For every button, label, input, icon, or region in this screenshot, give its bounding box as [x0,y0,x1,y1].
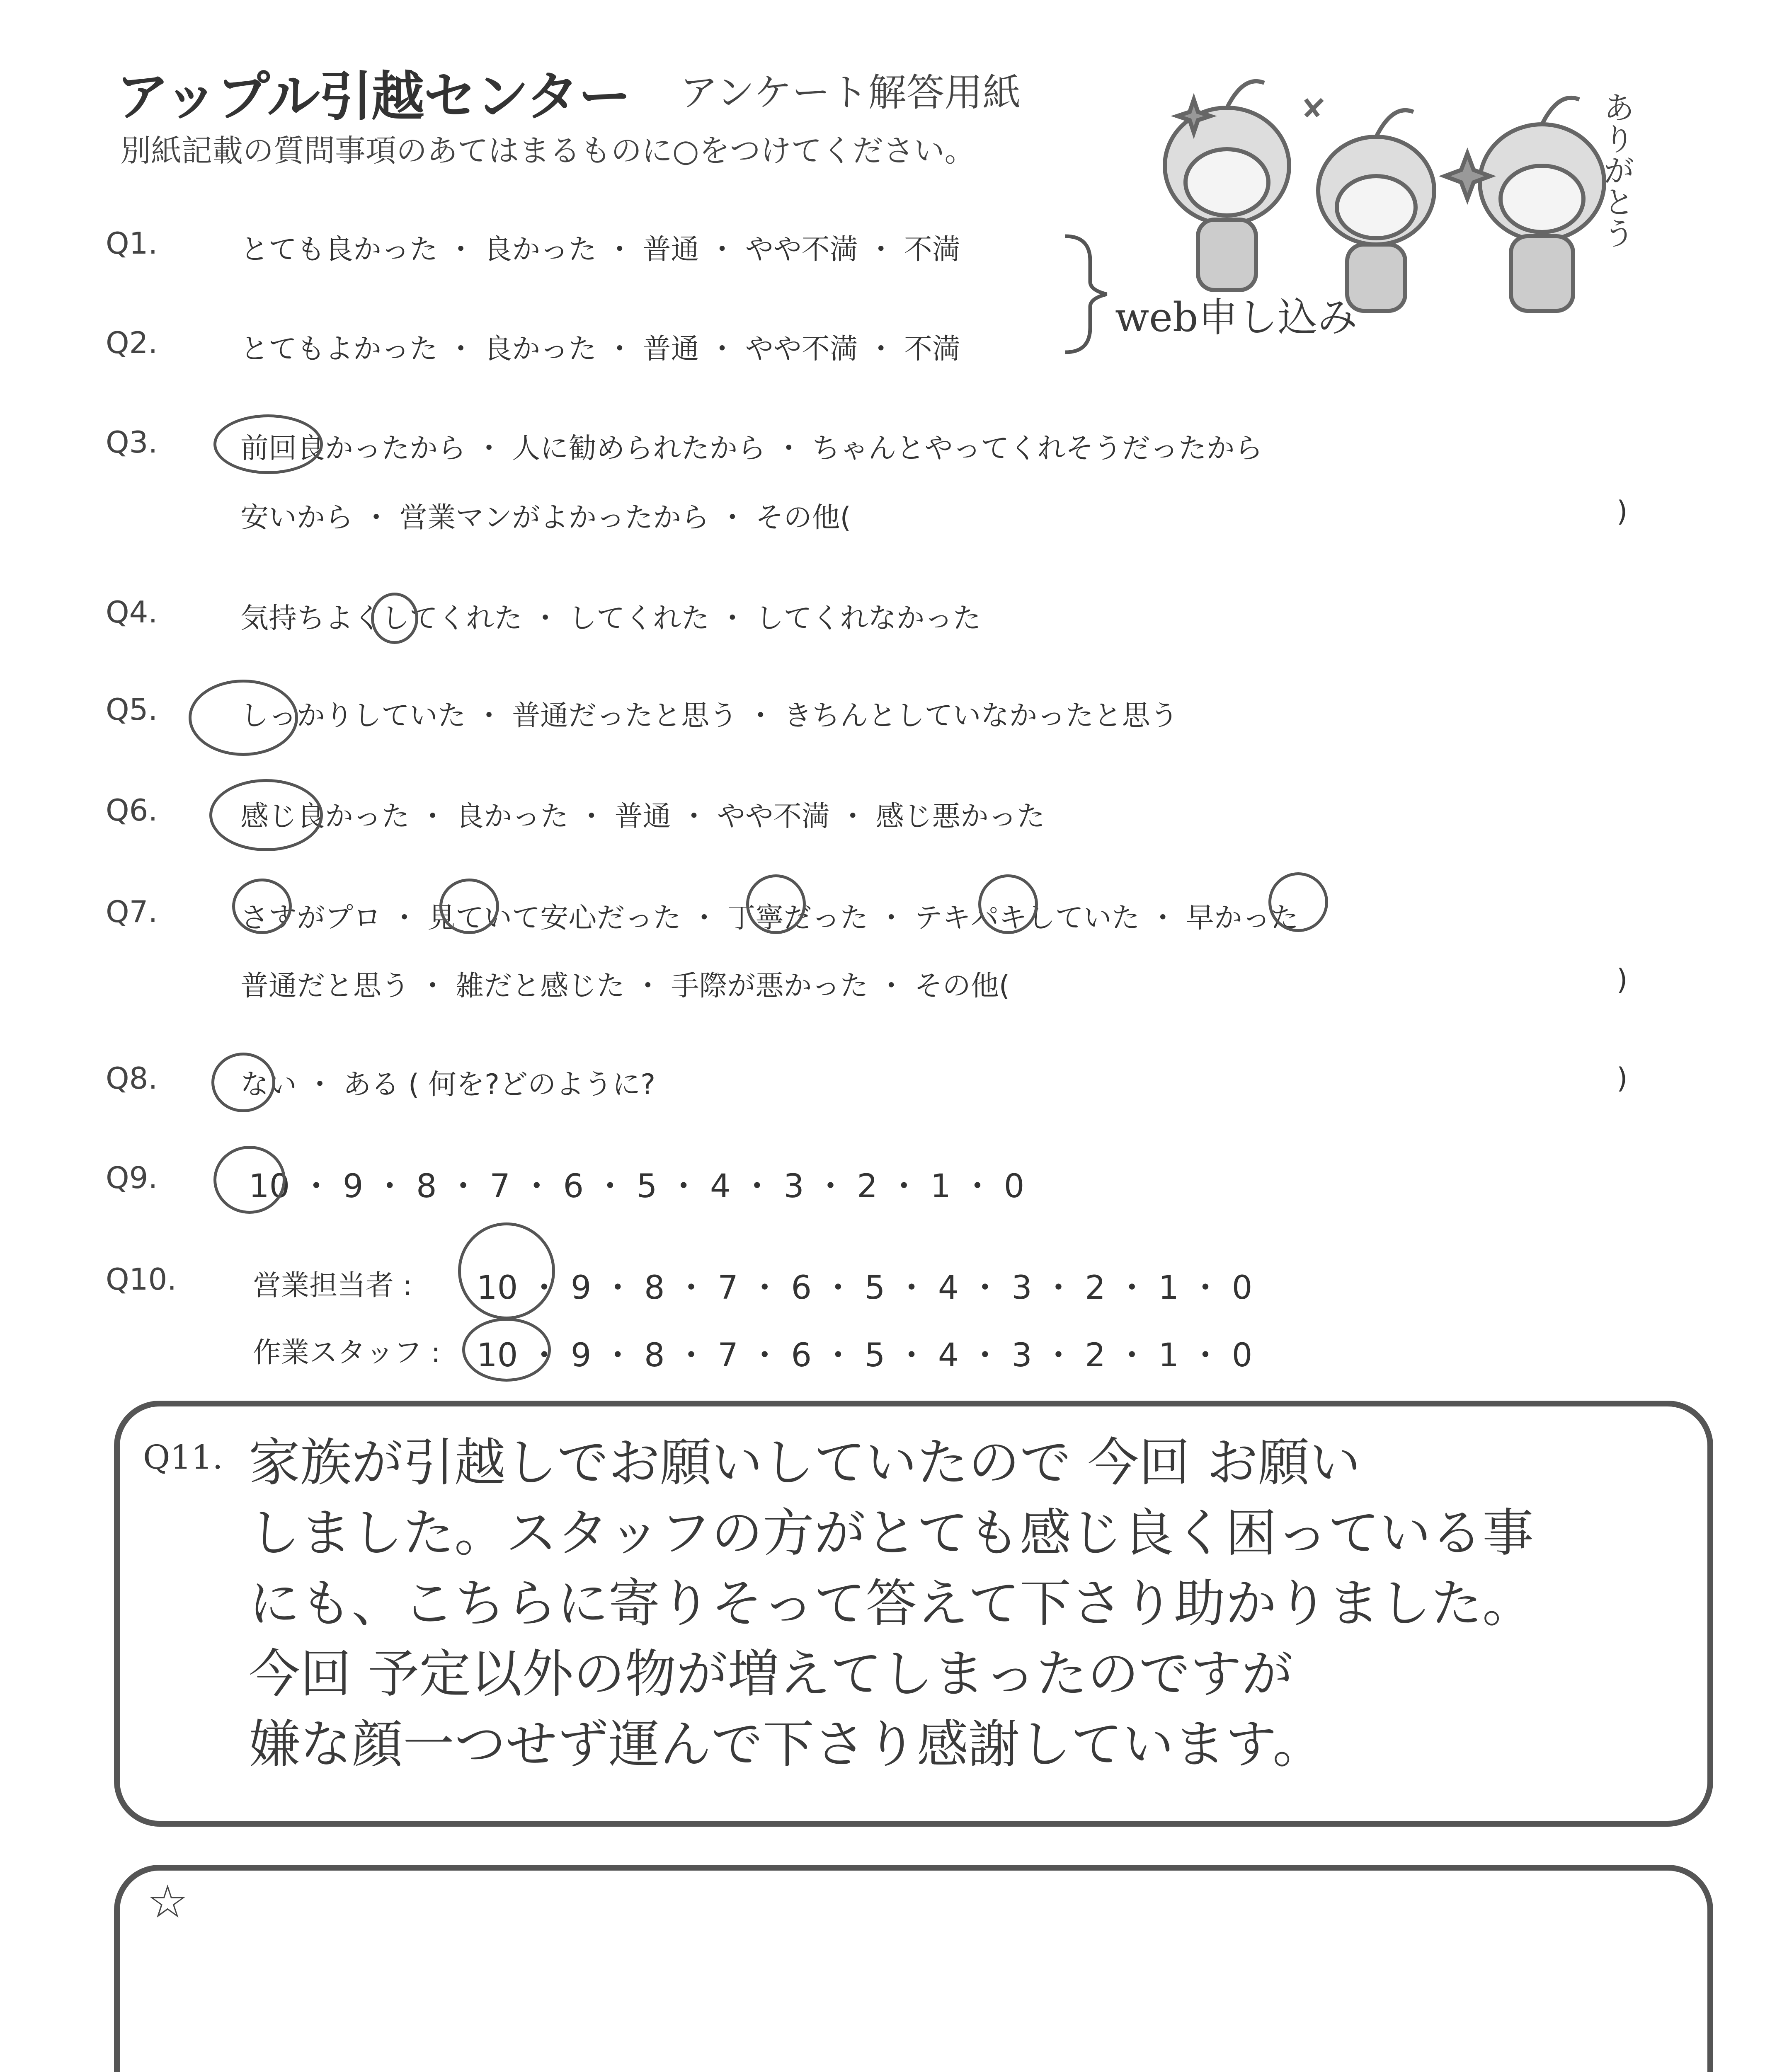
q7-answer-circle-5 [1268,872,1328,932]
q7-answer-circle-4 [978,874,1038,934]
q9-scale: 10 ・ 9 ・ 8 ・ 7 ・ 6 ・ 5 ・ 4 ・ 3 ・ 2 ・ 1 ・ 0 [249,1168,1025,1205]
thank-you-text: ありがとう [1598,91,1635,249]
q1q2-handwritten-note: web申し込み [1115,294,1358,341]
q3-number: Q3. [106,425,158,460]
q7-answer-circle-1 [232,879,292,934]
q11-comment-line4: 今回 予定以外の物が増えてしまったのですが [249,1644,1293,1704]
q11-comment-line2: しました。スタッフの方がとても感じ良く困っている事 [249,1503,1534,1563]
q11-comment-line5: 嫌な顔一つせず運んで下さり感謝しています。 [249,1715,1324,1774]
q7-close-paren: ) [1617,963,1628,996]
q3-answer-circle [213,414,323,474]
q5-options: しっかりしていた ・ 普通だったと思う ・ きちんとしていなかったと思う [240,700,1178,732]
q6-number: Q6. [106,793,158,828]
q1-number: Q1. [106,226,158,261]
q7-number: Q7. [106,894,158,929]
form-title: アップル引越センター [116,66,630,128]
q2-number: Q2. [106,325,158,360]
q6-options: 感じ良かった ・ 良かった ・ 普通 ・ やや不満 ・ 感じ悪かった [240,800,1045,833]
q10-staff-scale: 10 ・ 9 ・ 8 ・ 7 ・ 6 ・ 5 ・ 4 ・ 3 ・ 2 ・ 1 ・ 0 [477,1337,1253,1374]
star-icon: ☆ [147,1875,188,1928]
q4-options: 気持ちよくしてくれた ・ してくれた ・ してくれなかった [240,602,981,635]
q1-options: とても良かった ・ 良かった ・ 普通 ・ やや不満 ・ 不満 [240,233,960,266]
q10-staff-answer-circle [462,1318,551,1382]
monkey-right-icon [1480,98,1604,311]
q11-label: Q11. [143,1438,223,1477]
q10-number: Q10. [106,1262,177,1297]
q7-answer-circle-3 [746,874,806,934]
q10-sales-scale: 10 ・ 9 ・ 8 ・ 7 ・ 6 ・ 5 ・ 4 ・ 3 ・ 2 ・ 1 ・ 0 [477,1269,1253,1307]
q10-staff-label: 作業スタッフ : [253,1336,441,1369]
q5-number: Q5. [106,692,158,727]
q7-options-line1: さすがプロ ・ 見ていて安心だった ・ 丁寧だった ・ テキパキしていた ・ 早かった [240,902,1299,934]
bracket-icon [1061,232,1111,356]
q7-answer-circle-2 [439,879,499,934]
q10-sales-answer-circle [458,1222,555,1319]
instruction-text: 別紙記載の質問事項のあてはまるものに○をつけてください。 [120,133,975,169]
q2-options: とてもよかった ・ 良かった ・ 普通 ・ やや不満 ・ 不満 [240,333,960,366]
q11-comment-line3: にも、こちらに寄りそって答えて下さり助かりました。 [249,1574,1534,1634]
q4-number: Q4. [106,595,158,629]
q4-answer-circle [371,593,418,644]
q10-sales-label: 営業担当者 : [253,1269,412,1302]
q9-answer-circle [213,1146,286,1214]
monkey-center-icon [1318,110,1434,311]
q8-answer-circle [211,1053,275,1112]
q8-number: Q8. [106,1061,158,1096]
q9-number: Q9. [106,1160,158,1195]
q7-options-line2: 普通だと思う ・ 雑だと感じた ・ 手際が悪かった ・ その他( [240,970,1010,1002]
q6-answer-circle [209,779,323,851]
q3-options-line2: 安いから ・ 営業マンがよかったから ・ その他( [240,501,851,534]
q3-options-line1: 前回良かったから ・ 人に勧められたから ・ ちゃんとやってくれそうだったから [240,432,1263,465]
q8-options: ない ・ ある ( 何を?どのように? [240,1068,656,1101]
q3-close-paren: ) [1617,495,1628,528]
q5-answer-circle [189,680,298,756]
star-comment-box [114,1865,1713,2072]
q11-comment-line1: 家族が引越しでお願いしていたので 今回 お願い [249,1433,1361,1493]
q8-close-paren: ) [1617,1062,1628,1095]
form-subtitle: アンケート解答用紙 [680,70,1021,115]
